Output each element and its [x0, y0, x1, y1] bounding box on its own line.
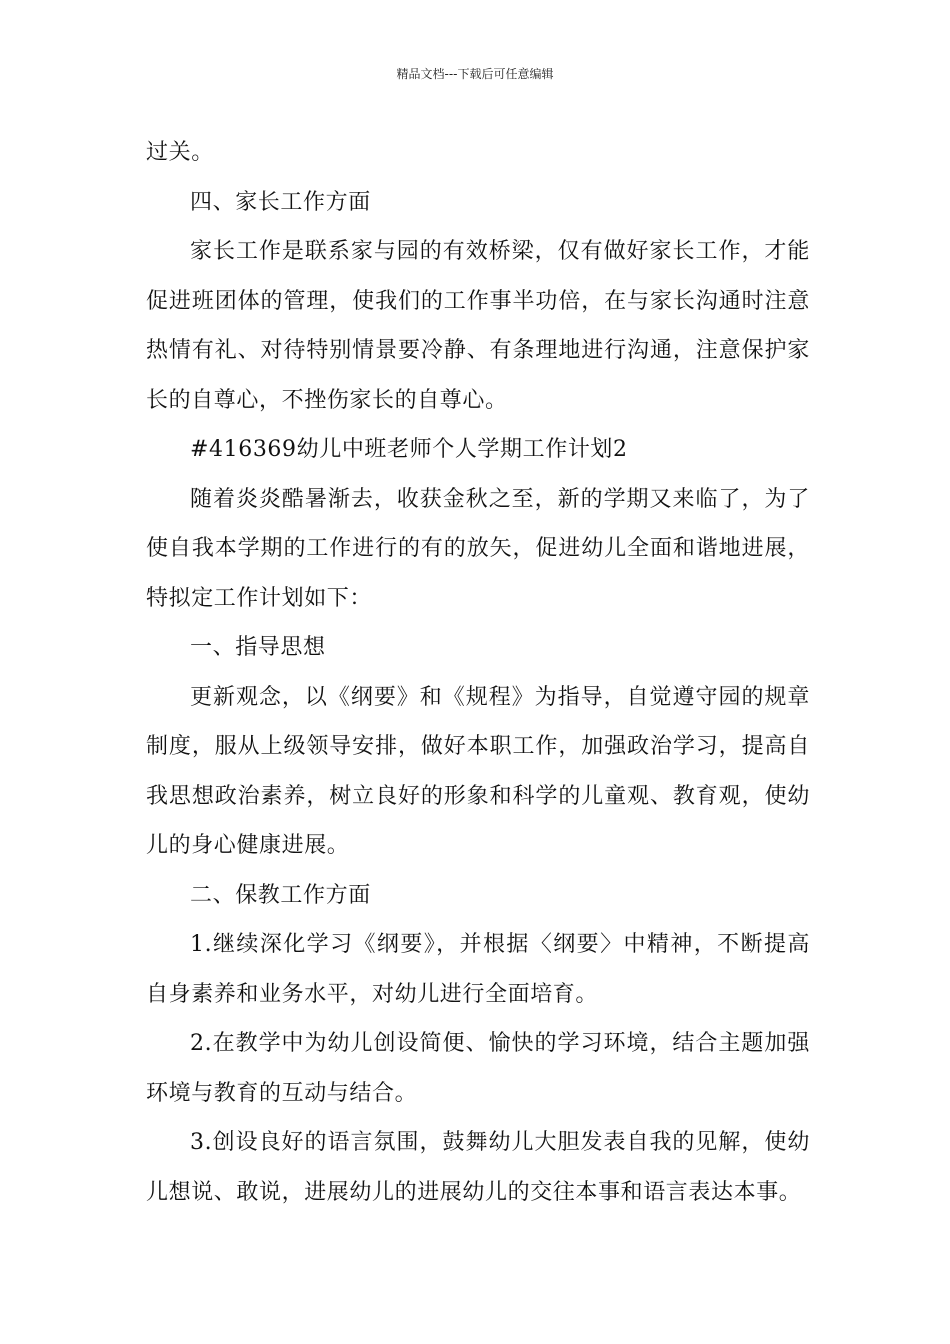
document-body: [146, 128, 810, 1217]
paragraph-intro: 随着炎炎酷暑渐去，收获金秋之至，新的学期又来临了，为了使自我本学期的工作进行的有的放矢，促进幼儿全面和谐地进展，特拟定工作计划如下：: [146, 486, 810, 611]
document-title: #416369幼儿中班老师个人学期工作计划2: [190, 437, 628, 462]
section-heading-care-education: 二、保教工作方面: [190, 882, 371, 908]
paragraph-continuation: 过关。: [146, 140, 214, 165]
list-item-3: 3.创设良好的语言氛围，鼓舞幼儿大胆发表自我的见解，使幼儿想说、敢说，进展幼儿的进展幼儿的交往本事和语言表达本事。: [146, 1130, 810, 1205]
list-item-1: 1.继续深化学习《纲要》，并根据〈纲要〉中精神，不断提高自身素养和业务水平，对幼儿进行全面培育。: [146, 932, 810, 1007]
paragraph-parent-work: 家长工作是联系家与园的有效桥梁，仅有做好家长工作，才能促进班团体的管理，使我们的工作事半功倍，在与家长沟通时注意热情有礼、对待特别情景要冷静、有条理地进行沟通，注意保护家长的自尊心，不挫伤家长的自尊心。: [146, 239, 810, 413]
list-item-2: 2.在教学中为幼儿创设简便、愉快的学习环境，结合主题加强环境与教育的互动与结合。: [146, 1031, 810, 1106]
paragraph-guiding-thought: 更新观念，以《纲要》和《规程》为指导，自觉遵守园的规章制度，服从上级领导安排，做好本职工作，加强政治学习，提高自我思想政治素养，树立良好的形象和科学的儿童观、教育观，使幼儿的身心健康进展。: [146, 684, 810, 858]
section-heading-parent-work: 四、家长工作方面: [190, 189, 371, 215]
page-header-watermark: 精品文档---下载后可任意编辑: [396, 67, 554, 81]
section-heading-guiding-thought: 一、指导思想: [190, 635, 326, 660]
